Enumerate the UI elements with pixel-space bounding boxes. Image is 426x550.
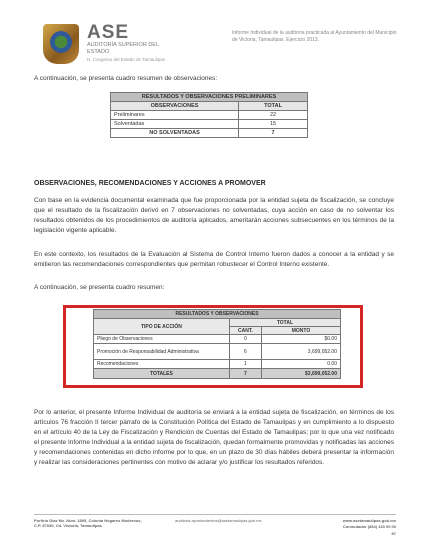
row-monto: 3,699,052.00 xyxy=(261,344,340,360)
row-monto: 0.00 xyxy=(261,360,340,369)
footer-website[interactable]: www.asetamaulipas.gob.mx xyxy=(342,518,396,523)
row-monto: $0.00 xyxy=(261,335,340,344)
table-total-row xyxy=(111,129,308,138)
total-monto: $3,699,052.00 xyxy=(261,369,340,379)
table-row xyxy=(94,344,341,360)
section-heading: OBSERVACIONES, RECOMENDACIONES Y ACCIONES A PROMOVER xyxy=(34,180,266,187)
total-label: TOTALES xyxy=(94,369,230,379)
paragraph-conclusion: Con base en la evidencia documental examinada que fue proporcionada por la entidad sujeta de fiscalización, se concluye que el resultado de la fiscalización derivó en 7 observaciones no solventadas, cuya acción en caso de no solventar los resultados obtenidos de los procedimientos de auditoría aplicados, ameritarán acciones subsecuentes en los términos de la legislación vigente aplicable. xyxy=(34,197,394,234)
total-cant: 7 xyxy=(229,369,261,379)
logo-title: ASE xyxy=(87,22,130,43)
logo-tagline: H. Congreso del Estado de Tamaulipas xyxy=(87,57,165,62)
table-row xyxy=(94,335,341,344)
table-row xyxy=(111,111,308,120)
table-total-row xyxy=(94,369,341,379)
table-row xyxy=(111,120,308,129)
footer-phone: Conmutador (834) 133 00 00 xyxy=(342,524,396,529)
row-label: Pliego de Observaciones xyxy=(94,335,230,344)
intro-paragraph-2: A continuación, se presenta cuadro resumen: xyxy=(34,284,165,291)
column-header: TIPO DE ACCIÓN xyxy=(94,319,230,335)
row-label: Promoción de Responsabilidad Administrativa xyxy=(94,344,230,360)
column-header: TOTAL xyxy=(239,102,308,111)
table-caption: RESULTADOS Y OBSERVACIONES PRELIMINARES xyxy=(111,93,308,102)
row-cant: 0 xyxy=(229,335,261,344)
total-value: 7 xyxy=(239,129,308,138)
column-header: OBSERVACIONES xyxy=(111,102,239,111)
results-actions-table xyxy=(93,309,341,379)
footer-email[interactable]: auditoria.ayuntamientos@asetamaulipas.gob.mx xyxy=(175,518,262,523)
intro-paragraph-1: A continuación, se presenta cuadro resumen de observaciones: xyxy=(34,75,218,82)
total-label: NO SOLVENTADAS xyxy=(111,129,239,138)
row-value: 15 xyxy=(239,120,308,129)
paragraph-control-interno: En este contexto, los resultados de la Evaluación al Sistema de Control Interno fueron dados a conocer a la entidad y se emitieron las recomendaciones correspondientes que permitan robustecer el Control Interno existente. xyxy=(34,251,394,268)
row-cant: 6 xyxy=(229,344,261,360)
column-header: MONTO xyxy=(261,327,340,335)
footer-divider xyxy=(34,514,396,515)
preliminary-observations-table xyxy=(110,92,308,138)
logo-subtitle: AUDITORÍA SUPERIOR DEL ESTADO xyxy=(87,42,159,55)
row-cant: 1 xyxy=(229,360,261,369)
table-caption: RESULTADOS Y OBSERVACIONES xyxy=(94,310,341,319)
state-seal-icon xyxy=(43,24,79,64)
table-row xyxy=(94,360,341,369)
header-report-title: Informe Individual de la auditoría practicada al Ayuntamiento del Municipio de Victoria, Tamaulipas. Ejercicio 2013. xyxy=(232,30,397,43)
row-label: Recomendaciones xyxy=(94,360,230,369)
column-header: TOTAL xyxy=(229,319,340,327)
column-header: CANT. xyxy=(229,327,261,335)
page-number: 87 xyxy=(391,531,396,536)
row-label: Solventadas xyxy=(111,120,239,129)
footer-address: Porfirio Díaz Mz. Núm. 1895, Colonia Hogares Modernos, C.P. 87030, Cd. Victoria, Tamaulipas xyxy=(34,518,142,528)
row-value: 22 xyxy=(239,111,308,120)
row-label: Preliminares xyxy=(111,111,239,120)
paragraph-closing: Por lo anterior, el presente Informe Individual de auditoría se enviará a la entidad sujeta de fiscalización, en términos de los artículos 76 fracción II tercer párrafo de la Constitución Política del Estado de Tamaulipas y en cumplimiento a lo dispuesto en el artículo 40 de la Ley de Fiscalización y Rendición de Cuentas del Estado de Tamaulipas; por lo que una vez notificado el presente Informe Individual a la entidad sujeta de fiscalización, quedan formalmente promovidas y notificadas las acciones y recomendaciones contenidas en dicho informe por lo que, en un plazo de 30 días hábiles deberá presentar la información y realizar las consideraciones pertinentes con motivo de aclarar y/o justificar los resultados referidos. xyxy=(34,409,394,466)
